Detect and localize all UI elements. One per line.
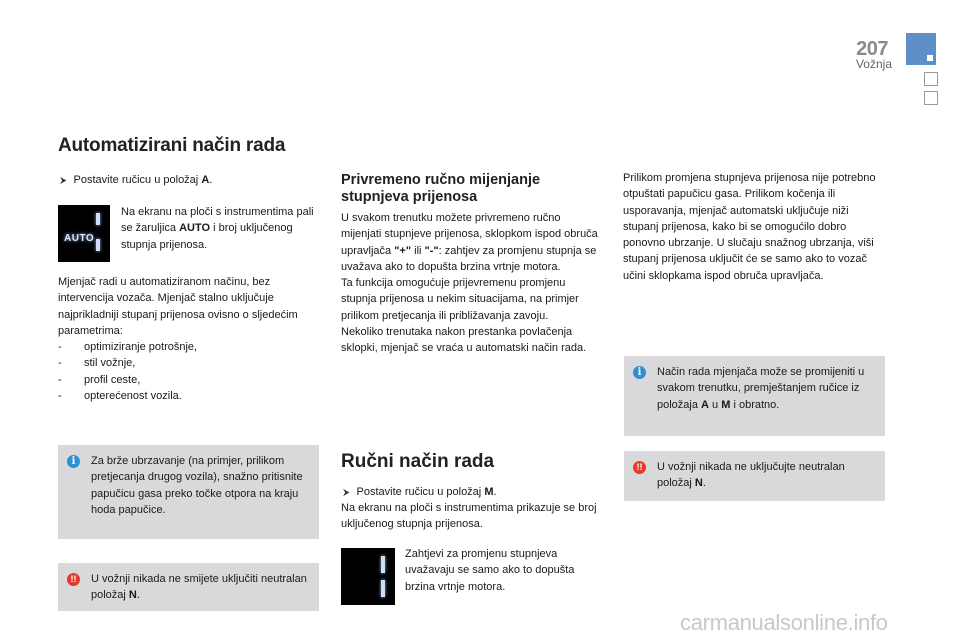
chapter-tab[interactable] <box>924 72 938 86</box>
auto-indicator-label: AUTO <box>64 233 95 244</box>
arrow-icon: ⮞ <box>343 487 350 497</box>
section-title: Vožnja <box>855 57 892 71</box>
list-item: - profil ceste, <box>58 373 141 386</box>
info-icon: i <box>633 366 646 379</box>
list-item: - opterećenost vozila. <box>58 389 182 402</box>
manual-mode-title: Ručni način rada <box>341 451 495 472</box>
manual-mode-paragraph: Na ekranu na ploči s instrumentima prikazuje se broj uključenog stupnja prijenosa. <box>341 502 597 531</box>
bullet-position-m: ⮞ Postavite ručicu u položaj M. <box>343 484 603 500</box>
auto-display-text: Na ekranu na ploči s instrumentima pali se žaruljica AUTO i broj uključenog stupnja prijenosa. <box>121 206 314 251</box>
info-icon: i <box>67 455 80 468</box>
temporary-manual-paragraph: U svakom trenutku možete privremeno ručno mijenjati stupnjeve prijenosa, sklopkom ispod obruča upravljača "+" ili "-": zahtjev za promjenu stupnja se uvažava ako to dopušta brzina vrtnje motora. Ta funkcija omogućuje prijevremenu promjenu stupnja prijenosa u nekim situacijama, na primjer prilikom pretjecanja ili približavanja zavoju. Nekoliko trenutaka nakon prestanka povlačenja sklopki, mjenjač se vraća u automatski način rada. <box>341 212 598 355</box>
info-note-mode-change: i Način rada mjenjača može se promijeniti u svakom trenutku, premještanjem ručice iz položaja A u M i obratno. <box>624 356 885 436</box>
manual-display-text: Zahtjevi za promjenu stupnjeva uvažavaju se samo ako to dopušta brzina vrtnje motora. <box>405 548 575 593</box>
bullet-position-a: ⮞ Postavite ručicu u položaj A. <box>60 172 320 188</box>
arrow-icon: ⮞ <box>60 175 67 185</box>
temporary-manual-title: Privremeno ručno mijenjanje stupnjeva prijenosa <box>341 172 541 205</box>
chapter-tab[interactable] <box>924 91 938 105</box>
manual-display-image <box>341 548 395 605</box>
watermark-text: carmanualsonline.info <box>680 610 888 635</box>
parameter-list <box>58 339 318 404</box>
chapter-tab-active[interactable] <box>906 33 936 65</box>
warning-note-neutral-right: !! U vožnji nikada ne uključujte neutralan položaj N. <box>624 451 885 501</box>
page-number: 207 <box>856 38 888 60</box>
gear-change-paragraph: Prilikom promjena stupnjeva prijenosa nije potrebno otpuštati papučicu gasa. Prilikom kočenja ili usporavanja, mjenjač automatski uključuje niži stupanj prijenosa, kako bi se omogućilo dobro ponovno ubrzanje. U slučaju snažnog ubrzanja, viši stupanj prijenosa uključit će se samo ako to vozač učini sklopkama ispod obruča upravljača. <box>623 172 876 282</box>
warning-icon: !! <box>633 461 646 474</box>
warning-icon: !! <box>67 573 80 586</box>
list-item: - stil vožnje, <box>58 357 136 370</box>
square-icon <box>927 55 933 61</box>
page-title: Automatizirani način rada <box>58 135 286 156</box>
auto-display-image <box>58 205 110 262</box>
list-item: - optimiziranje potrošnje, <box>58 341 198 353</box>
info-note-acceleration: i Za brže ubrzavanje (na primjer, prilikom pretjecanja drugog vozila), snažno pritisnite papučicu gasa preko točke otpora na kraju hoda papučice. <box>58 445 319 539</box>
warning-note-neutral: !! U vožnji nikada ne smijete uključiti neutralan položaj N. <box>58 563 319 611</box>
auto-mode-paragraph: Mjenjač radi u automatiziranom načinu, bez intervencija vozača. Mjenjač stalno uključuje najprikladniji stupanj prijenosa ovisno o sljedećim parametrima: <box>58 276 298 337</box>
